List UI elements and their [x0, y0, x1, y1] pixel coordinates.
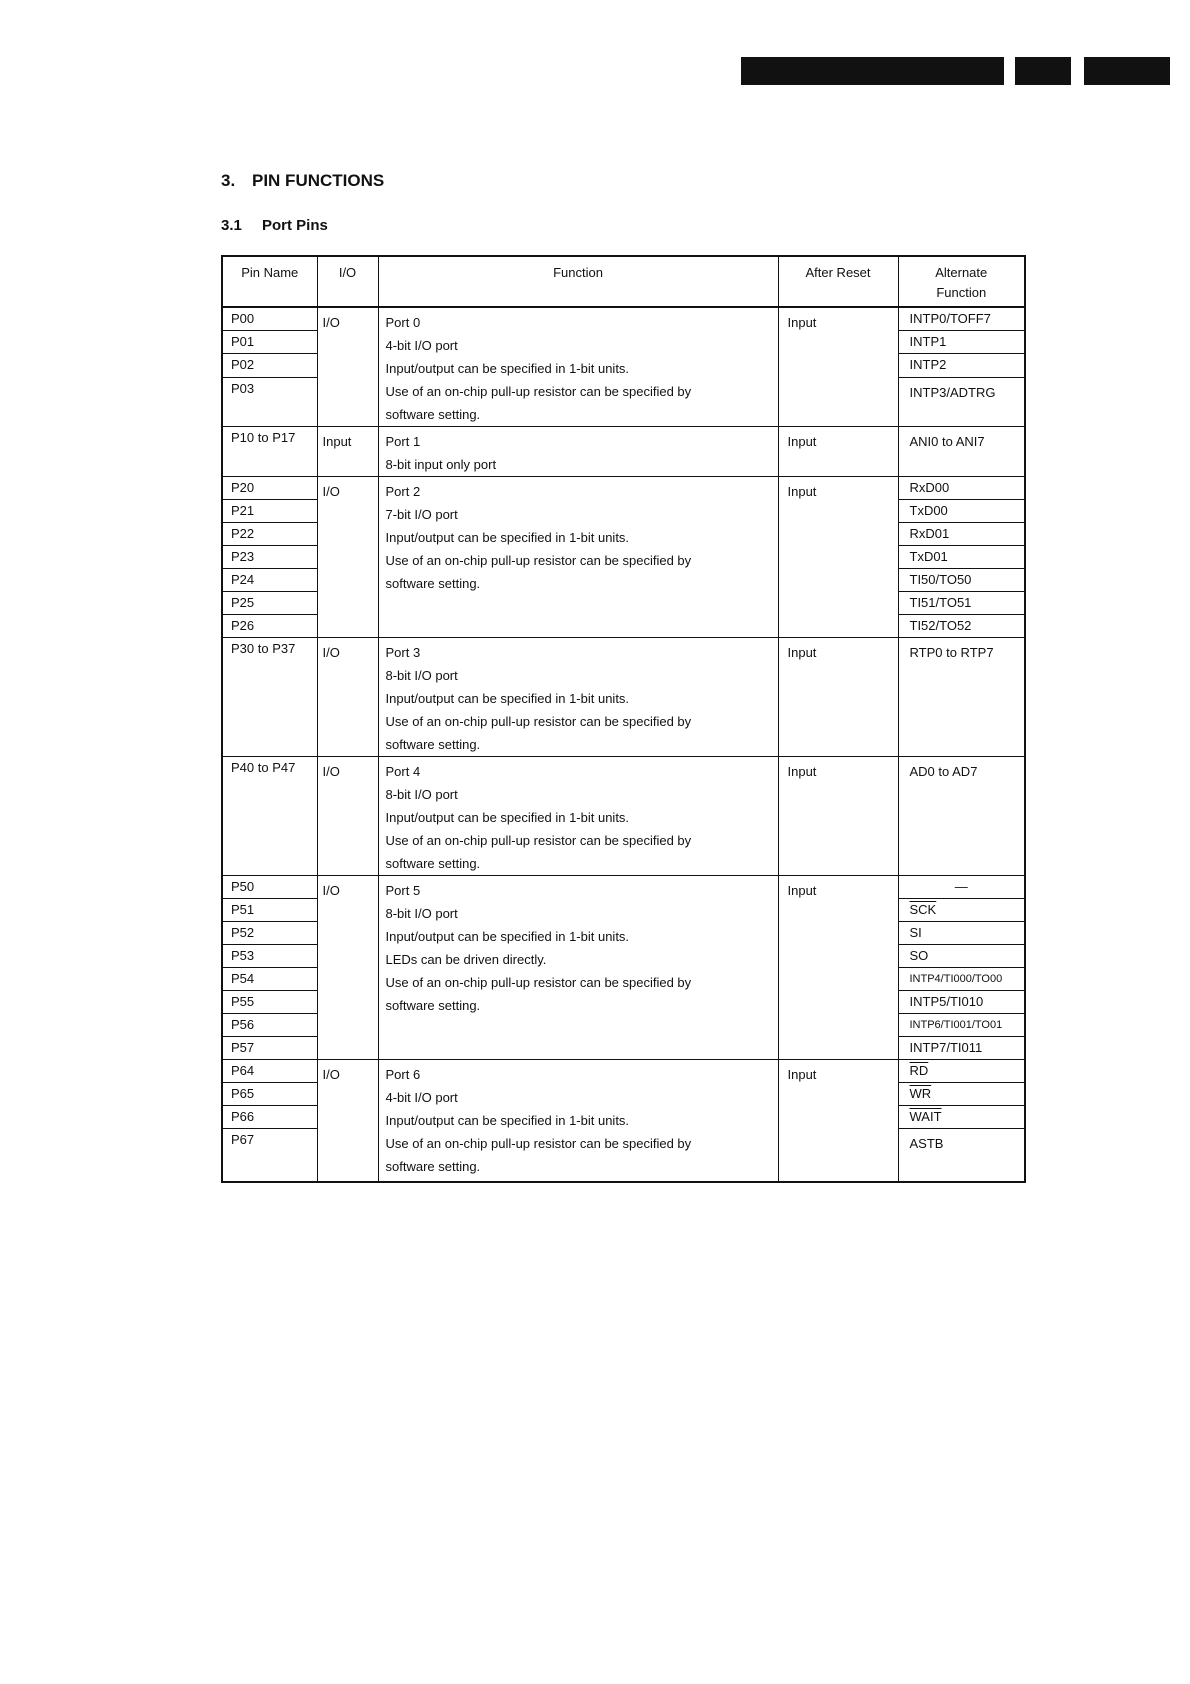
alt-function-cell: SO: [898, 945, 1025, 968]
header-alt-line2: Function: [936, 285, 987, 300]
function-line: Input/output can be specified in 1-bit units.: [385, 1113, 630, 1128]
function-line: 8-bit input only port: [385, 457, 497, 472]
pin-name-cell: P66: [222, 1106, 317, 1129]
function-line: software setting.: [385, 856, 481, 871]
header-bar-left: [741, 57, 1004, 85]
function-line: Input/output can be specified in 1-bit units.: [385, 691, 630, 706]
function-line: software setting.: [385, 1159, 481, 1174]
io-cell: Input: [317, 427, 378, 477]
header-bar-right: [1084, 57, 1170, 85]
pin-name-cell: P23: [222, 546, 317, 569]
function-line: Input/output can be specified in 1-bit units.: [385, 530, 630, 545]
io-cell: I/O: [317, 876, 378, 1060]
function-line: Port 3: [385, 645, 421, 660]
function-line: Input/output can be specified in 1-bit units.: [385, 810, 630, 825]
table-row: [222, 477, 1025, 500]
function-line: Port 5: [385, 883, 421, 898]
alt-function-cell: [898, 899, 1025, 922]
table-row: [222, 1060, 1025, 1083]
io-cell: I/O: [317, 757, 378, 876]
alt-function-cell: INTP6/TI001/TO01: [898, 1014, 1025, 1037]
function-cell: [378, 876, 778, 1060]
alt-function-text: WAIT: [909, 1109, 942, 1124]
alt-function-text: $\overline{SCK}$: [909, 902, 937, 917]
after-reset-cell: Input: [778, 307, 898, 427]
alt-function-cell: INTP0/TOFF7: [898, 307, 1025, 331]
function-line: Port 1: [385, 434, 421, 449]
alt-function-cell: [898, 1060, 1025, 1083]
table-row: [222, 427, 1025, 477]
section-title: [221, 171, 384, 191]
after-reset-cell: Input: [778, 1060, 898, 1183]
function-line: Use of an on-chip pull-up resistor can be specified by: [385, 384, 692, 399]
section-title-text: PIN FUNCTIONS: [252, 171, 385, 190]
pin-name-cell: P67: [222, 1129, 317, 1183]
pin-name-cell: P01: [222, 331, 317, 354]
alt-function-cell: TI52/TO52: [898, 615, 1025, 638]
alt-function-cell: INTP3/ADTRG: [898, 377, 1025, 426]
alt-function-cell: TI51/TO51: [898, 592, 1025, 615]
alt-function-cell: ANI0 to ANI7: [898, 427, 1025, 477]
pin-name-cell: P65: [222, 1083, 317, 1106]
pin-name-cell: P30 to P37: [222, 638, 317, 757]
pin-name-cell: P51: [222, 899, 317, 922]
header-pin-name: Pin Name: [222, 256, 317, 307]
function-line: 8-bit I/O port: [385, 668, 458, 683]
function-line: Input/output can be specified in 1-bit units.: [385, 929, 630, 944]
function-line: 7-bit I/O port: [385, 507, 458, 522]
function-line: LEDs can be driven directly.: [385, 952, 547, 967]
function-line: Use of an on-chip pull-up resistor can be specified by: [385, 833, 692, 848]
alt-function-cell: RTP0 to RTP7: [898, 638, 1025, 757]
pin-name-cell: P24: [222, 569, 317, 592]
pin-name-cell: P21: [222, 500, 317, 523]
pin-name-cell: P20: [222, 477, 317, 500]
function-line: 8-bit I/O port: [385, 906, 458, 921]
port-pins-table: [221, 255, 1026, 1183]
alt-function-cell: INTP2: [898, 354, 1025, 377]
function-line: 8-bit I/O port: [385, 787, 458, 802]
pin-name-cell: P22: [222, 523, 317, 546]
pin-name-cell: P25: [222, 592, 317, 615]
alt-function-cell: RxD00: [898, 477, 1025, 500]
pin-name-cell: P57: [222, 1037, 317, 1060]
io-cell: I/O: [317, 1060, 378, 1183]
alt-function-cell: TI50/TO50: [898, 569, 1025, 592]
after-reset-cell: Input: [778, 638, 898, 757]
header-after-reset: After Reset: [778, 256, 898, 307]
io-cell: I/O: [317, 477, 378, 638]
function-line: Port 4: [385, 764, 421, 779]
function-cell: [378, 477, 778, 638]
function-cell: [378, 757, 778, 876]
function-line: software setting.: [385, 407, 481, 422]
pin-name-cell: P54: [222, 968, 317, 991]
alt-function-text: $\overline{RD}$: [909, 1063, 929, 1078]
function-line: Port 2: [385, 484, 421, 499]
pin-name-cell: P02: [222, 354, 317, 377]
after-reset-cell: Input: [778, 427, 898, 477]
pin-name-cell: P03: [222, 377, 317, 426]
table-row: [222, 876, 1025, 899]
alt-function-cell: RxD01: [898, 523, 1025, 546]
function-line: Use of an on-chip pull-up resistor can be specified by: [385, 975, 692, 990]
function-cell: [378, 1060, 778, 1183]
function-line: 4-bit I/O port: [385, 338, 458, 353]
alt-function-cell: INTP1: [898, 331, 1025, 354]
pin-name-cell: P26: [222, 615, 317, 638]
alt-function-cell: —: [898, 876, 1025, 899]
alt-function-cell: [898, 1083, 1025, 1106]
subsection-title: [221, 217, 328, 234]
alt-function-text: $\overline{WR}$: [909, 1086, 932, 1101]
alt-function-cell: TxD00: [898, 500, 1025, 523]
alt-function-cell: INTP7/TI011: [898, 1037, 1025, 1060]
alt-function-cell: SI: [898, 922, 1025, 945]
subsection-number: 3.1: [221, 217, 242, 234]
function-line: 4-bit I/O port: [385, 1090, 458, 1105]
pin-name-cell: P53: [222, 945, 317, 968]
io-cell: I/O: [317, 307, 378, 427]
after-reset-cell: Input: [778, 477, 898, 638]
header-alt-line1: Alternate: [935, 265, 988, 280]
io-cell: I/O: [317, 638, 378, 757]
alt-function-cell: ASTB: [898, 1129, 1025, 1183]
function-line: Input/output can be specified in 1-bit units.: [385, 361, 630, 376]
after-reset-cell: Input: [778, 876, 898, 1060]
section-number: 3.: [221, 171, 236, 190]
function-line: Port 0: [385, 315, 421, 330]
function-cell: [378, 307, 778, 427]
function-line: software setting.: [385, 737, 481, 752]
table-header-row: [222, 256, 1025, 307]
after-reset-cell: Input: [778, 757, 898, 876]
alt-function-cell: TxD01: [898, 546, 1025, 569]
table-row: [222, 757, 1025, 876]
function-line: Use of an on-chip pull-up resistor can be specified by: [385, 714, 692, 729]
pin-name-cell: P00: [222, 307, 317, 331]
alt-function-cell: INTP5/TI010: [898, 991, 1025, 1014]
function-cell: [378, 427, 778, 477]
alt-function-cell: [898, 1106, 1025, 1129]
table-row: [222, 307, 1025, 331]
pin-name-cell: P40 to P47: [222, 757, 317, 876]
function-line: software setting.: [385, 998, 481, 1013]
pin-name-cell: P52: [222, 922, 317, 945]
function-line: Port 6: [385, 1067, 421, 1082]
pin-name-cell: P50: [222, 876, 317, 899]
header-alternate-function: [898, 256, 1025, 307]
pin-name-cell: P55: [222, 991, 317, 1014]
pin-name-cell: P64: [222, 1060, 317, 1083]
table-row: [222, 638, 1025, 757]
header-io: I/O: [317, 256, 378, 307]
alt-function-cell: INTP4/TI000/TO00: [898, 968, 1025, 991]
pin-name-cell: P10 to P17: [222, 427, 317, 477]
function-line: Use of an on-chip pull-up resistor can be specified by: [385, 553, 692, 568]
subsection-title-text: Port Pins: [262, 217, 328, 234]
alt-function-cell: AD0 to AD7: [898, 757, 1025, 876]
function-line: software setting.: [385, 576, 481, 591]
function-cell: [378, 638, 778, 757]
header-bar-middle: [1015, 57, 1071, 85]
pin-name-cell: P56: [222, 1014, 317, 1037]
header-function: Function: [378, 256, 778, 307]
function-line: Use of an on-chip pull-up resistor can be specified by: [385, 1136, 692, 1151]
